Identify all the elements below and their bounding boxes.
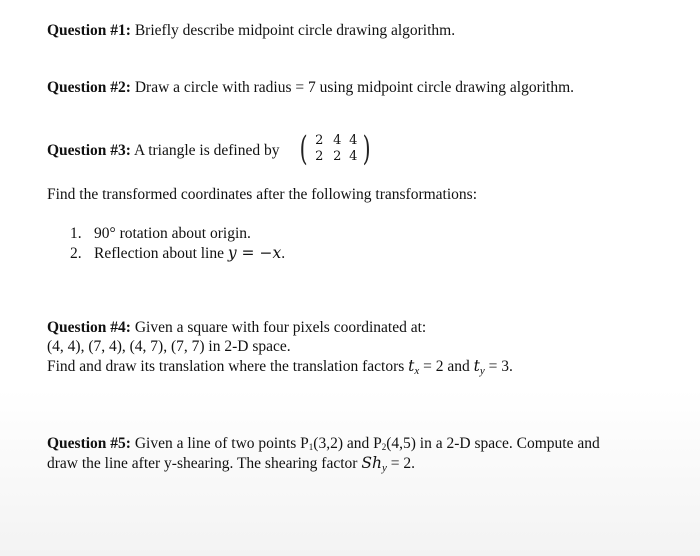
question-1 xyxy=(47,21,455,41)
question-4-label: Question #4: xyxy=(47,319,131,336)
triangle-matrix xyxy=(297,131,374,167)
question-5-text-a: Given a line of two points P xyxy=(130,435,309,452)
matrix-grid xyxy=(310,133,360,165)
matrix-cell: 2 xyxy=(315,133,324,148)
list-item-number: 1. xyxy=(70,225,82,242)
sh-subscript: y xyxy=(381,462,387,474)
matrix-right-paren: ) xyxy=(362,129,371,169)
question-5-shearing-text: draw the line after y-shearing. The shearing factor xyxy=(47,455,362,472)
question-2 xyxy=(47,78,574,98)
matrix-cell: 4 xyxy=(349,133,358,148)
list-item xyxy=(70,243,285,264)
tx-variable: t xyxy=(408,357,415,375)
p1-subscript: 1 xyxy=(308,442,314,452)
ty-value: = 3. xyxy=(484,358,513,375)
list-item-math: y = −x xyxy=(227,244,282,262)
tx-value: = 2 and xyxy=(419,358,474,375)
sh-variable: Sh xyxy=(361,454,382,472)
list-item-text: Reflection about line xyxy=(94,245,228,262)
question-5-text-b: (3,2) and P xyxy=(313,435,382,452)
matrix-cell: 2 xyxy=(333,149,342,164)
matrix-cell: 4 xyxy=(349,149,358,164)
matrix-cell: 2 xyxy=(315,149,324,164)
question-5-text-c: (4,5) in a 2-D space. Compute and xyxy=(386,435,600,452)
question-4 xyxy=(47,318,426,338)
matrix-cell: 4 xyxy=(333,133,342,148)
question-2-text: Draw a circle with radius = 7 using midpoint circle drawing algorithm. xyxy=(130,79,575,96)
p2-subscript: 2 xyxy=(381,442,387,452)
question-5-shearing xyxy=(47,453,415,478)
question-3-instruction: Find the transformed coordinates after the following transformations: xyxy=(47,186,478,203)
question-4-translation-text: Find and draw its translation where the translation factors xyxy=(47,358,409,375)
sh-value: = 2. xyxy=(386,455,415,472)
question-4-translation xyxy=(47,356,513,381)
matrix-left-paren: ( xyxy=(299,129,308,169)
list-item-text: 90° rotation about origin. xyxy=(94,225,251,242)
question-5-label: Question #5: xyxy=(47,435,131,452)
tx-subscript: x xyxy=(414,365,420,377)
list-item-number: 2. xyxy=(70,245,82,262)
question-3 xyxy=(47,141,279,161)
question-3-text: A triangle is defined by xyxy=(130,142,280,159)
list-item-end: . xyxy=(281,245,286,262)
list-item xyxy=(70,224,251,244)
ty-variable: t xyxy=(473,357,480,375)
question-2-label: Question #2: xyxy=(47,79,131,96)
question-4-coords: (4, 4), (7, 4), (4, 7), (7, 7) in 2-D space. xyxy=(47,338,291,355)
question-1-label: Question #1: xyxy=(47,22,131,39)
question-4-text: Given a square with four pixels coordinated at: xyxy=(130,319,427,336)
question-3-label: Question #3: xyxy=(47,142,131,159)
question-1-text: Briefly describe midpoint circle drawing algorithm. xyxy=(130,22,456,39)
ty-subscript: y xyxy=(479,365,485,377)
